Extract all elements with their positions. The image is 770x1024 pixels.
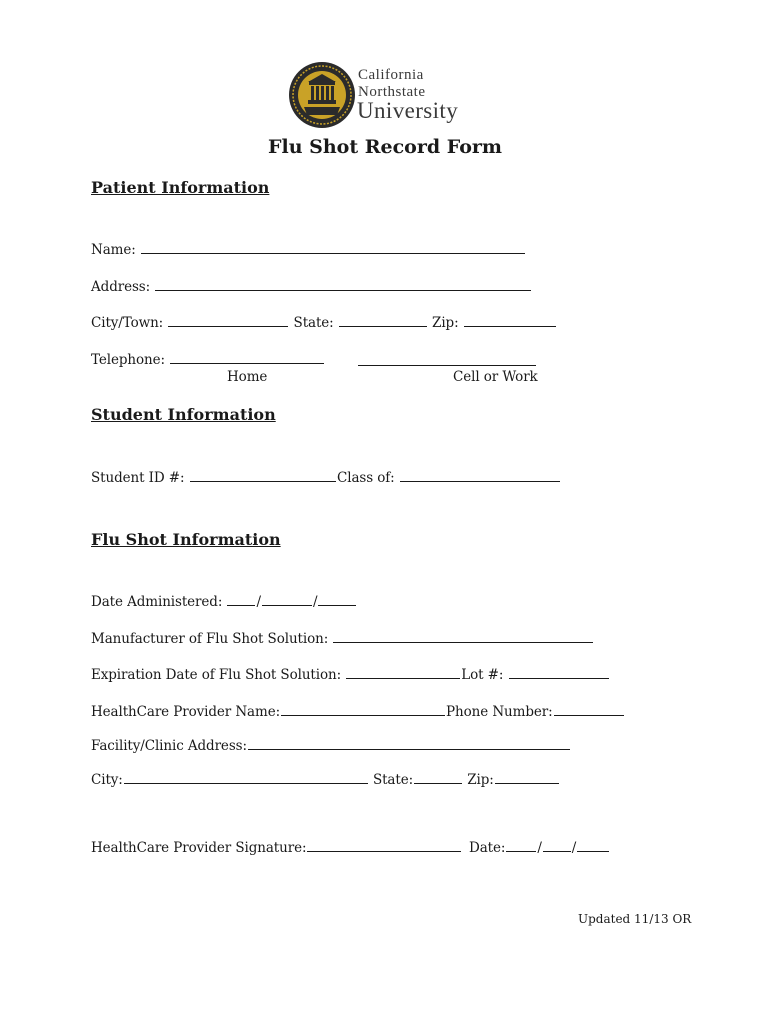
facility-address-field[interactable] <box>248 737 570 750</box>
signature-date-day-field[interactable] <box>543 839 571 852</box>
lot-label: Lot #: <box>461 667 504 683</box>
facility-city-state-zip-row <box>91 771 560 788</box>
date-administered-row: Date Administered: / / <box>91 593 357 610</box>
name-label: Name: <box>91 242 136 258</box>
date-year-field[interactable] <box>318 593 356 606</box>
facility-state-label: State: <box>372 772 414 788</box>
telephone-label: Telephone: <box>91 352 165 368</box>
city-town-label: City/Town: <box>91 315 164 331</box>
class-of-row <box>337 469 561 486</box>
logo-line-1: California <box>358 67 424 83</box>
city-town-field[interactable] <box>168 314 288 327</box>
provider-signature-label: HealthCare Provider Signature: <box>91 840 307 856</box>
student-id-label: Student ID #: <box>91 470 185 486</box>
name-field[interactable] <box>141 241 525 254</box>
lot-field[interactable] <box>509 666 609 679</box>
signature-date-year-field[interactable] <box>577 839 609 852</box>
signature-date-month-field[interactable] <box>506 839 536 852</box>
student-id-row <box>91 469 337 486</box>
provider-name-label: HealthCare Provider Name: <box>91 704 281 720</box>
phone-number-label: Phone Number: <box>446 704 553 720</box>
date-month-field[interactable] <box>227 593 255 606</box>
address-row <box>91 278 532 295</box>
manufacturer-label: Manufacturer of Flu Shot Solution: <box>91 631 329 647</box>
updated-footer: Updated 11/13 OR <box>578 912 692 926</box>
cell-phone-field[interactable] <box>358 353 536 366</box>
facility-state-field[interactable] <box>414 771 462 784</box>
provider-signature-field[interactable] <box>307 839 461 852</box>
logo-line-2: Northstate <box>358 84 426 100</box>
manufacturer-row <box>91 630 594 647</box>
date-day-field[interactable] <box>262 593 312 606</box>
logo-line-3: University <box>357 98 459 123</box>
state-label: State: <box>293 315 334 331</box>
city-state-zip-row <box>91 314 557 331</box>
date-administered-label: Date Administered: <box>91 594 223 610</box>
flu-shot-information-heading: Flu Shot Information <box>91 530 281 549</box>
facility-city-label: City: <box>91 772 123 788</box>
zip-field[interactable] <box>464 314 556 327</box>
address-field[interactable] <box>155 278 531 291</box>
facility-zip-field[interactable] <box>495 771 559 784</box>
state-field[interactable] <box>339 314 427 327</box>
student-information-heading: Student Information <box>91 405 276 424</box>
signature-row <box>91 839 462 856</box>
facility-address-row <box>91 737 571 754</box>
class-of-label: Class of: <box>337 470 395 486</box>
telephone-row <box>91 351 325 368</box>
expiration-lot-row <box>91 666 610 683</box>
page-title: Flu Shot Record Form <box>267 136 502 158</box>
provider-phone-row <box>91 703 625 720</box>
manufacturer-field[interactable] <box>333 630 593 643</box>
facility-city-field[interactable] <box>124 771 368 784</box>
signature-date-row: Date: / / <box>469 839 610 856</box>
signature-date-label: Date: <box>469 840 506 856</box>
home-phone-field[interactable] <box>170 351 324 364</box>
expiration-date-field[interactable] <box>346 666 460 679</box>
home-label: Home <box>227 369 268 385</box>
cell-work-label: Cell or Work <box>453 369 538 385</box>
name-row <box>91 241 526 258</box>
student-id-field[interactable] <box>190 469 336 482</box>
class-of-field[interactable] <box>400 469 560 482</box>
provider-name-field[interactable] <box>281 703 445 716</box>
facility-zip-label: Zip: <box>467 772 494 788</box>
university-logo <box>288 61 480 139</box>
patient-information-heading: Patient Information <box>91 178 270 197</box>
phone-number-field[interactable] <box>554 703 624 716</box>
zip-label: Zip: <box>432 315 459 331</box>
address-label: Address: <box>91 279 151 295</box>
expiration-date-label: Expiration Date of Flu Shot Solution: <box>91 667 342 683</box>
facility-address-label: Facility/Clinic Address: <box>91 738 247 754</box>
